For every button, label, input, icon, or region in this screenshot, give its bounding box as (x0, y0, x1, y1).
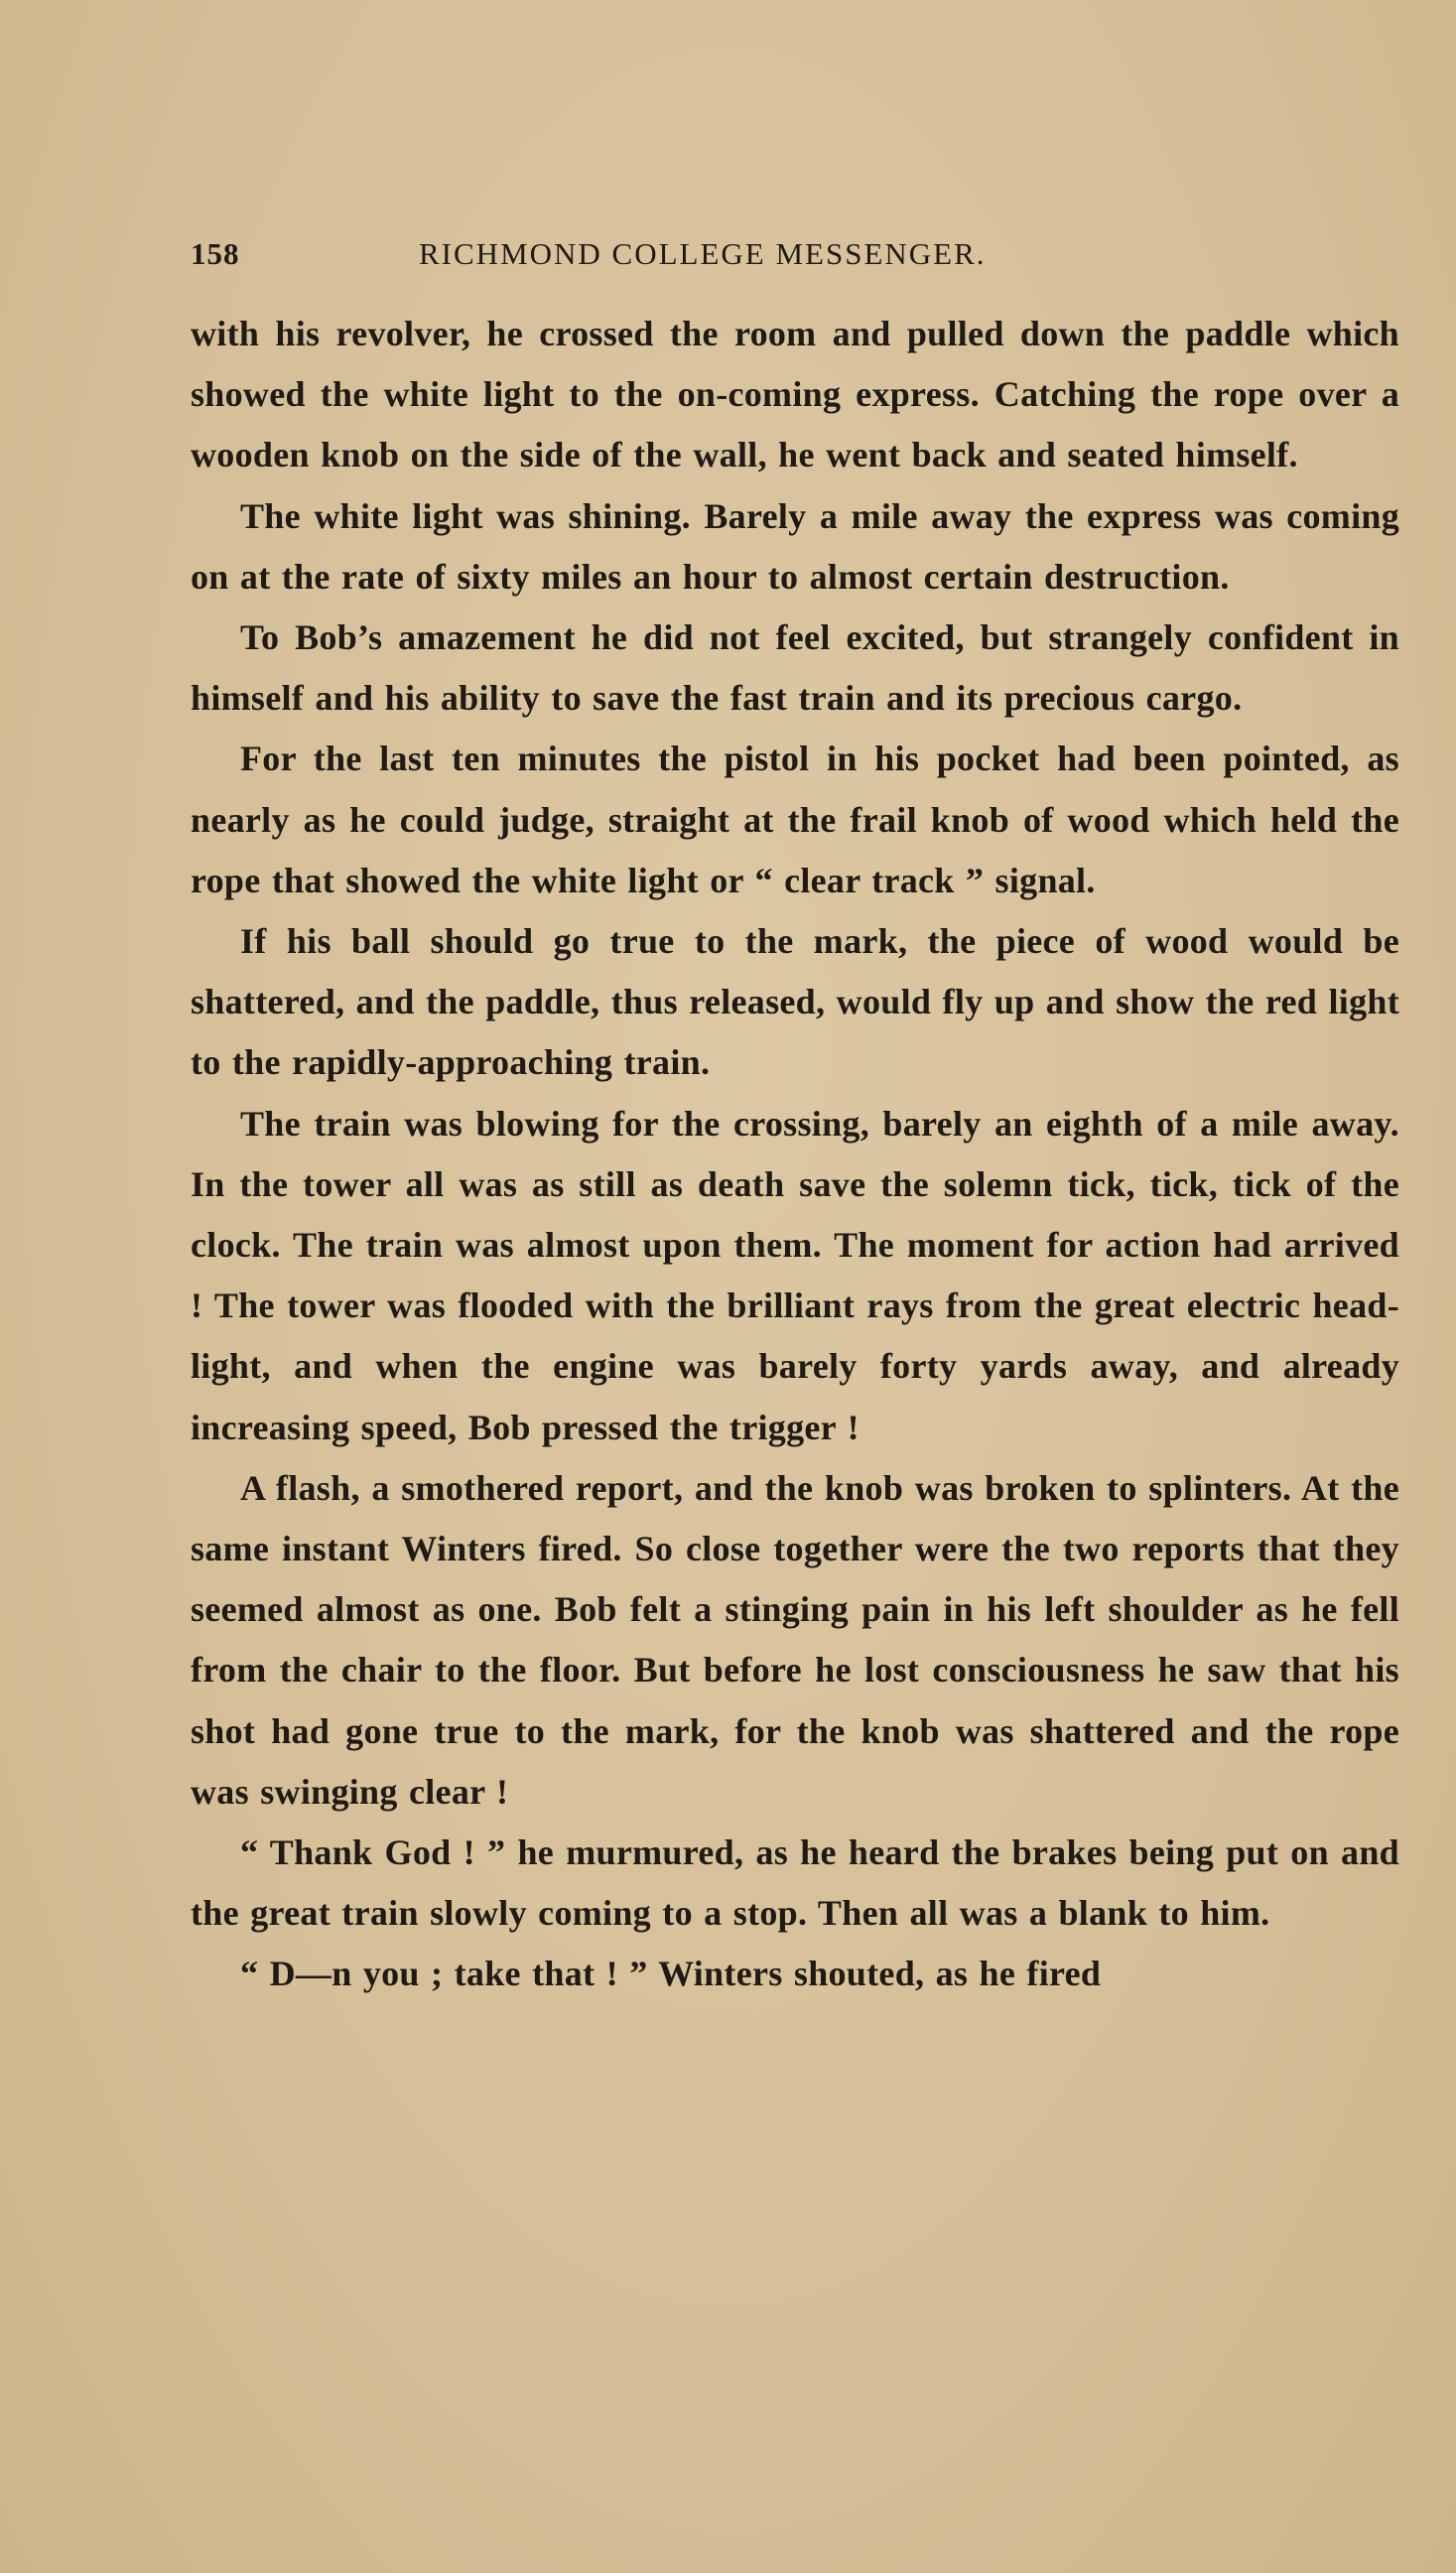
page-number: 158 (191, 236, 240, 271)
paragraph: To Bob’s amazement he did not feel excited, but strangely confident in himself and his ability to save the fast train and its precious cargo. (191, 617, 1399, 719)
paragraph: “ D—n you ; take that ! ” Winters shouted, as he fired (240, 1954, 1102, 1994)
journal-title: RICHMOND COLLEGE MESSENGER. (419, 236, 987, 271)
paragraph: A flash, a smothered report, and the knob was broken to splinters. At the same instant Winters fired. So close together were the two reports that they seemed almost as one. Bob felt a stinging pain in his left shoulder as he fell from the chair to the floor. But before he lost consciousness he saw that his shot had gone true to the mark, for the knob was shattered and the rope was swinging clear ! (191, 1467, 1399, 1812)
paragraph: The train was blowing for the crossing, barely an eighth of a mile away. In the tower all was as still as death save the solemn tick, tick, tick of the clock. The train was almost upon them. The moment for action had arrived ! The tower was flooded with the brilliant rays from the great electric head-light, and when the engine was barely forty yards away, and already increasing speed, Bob pressed the trigger ! (191, 1103, 1399, 1447)
paragraph: The white light was shining. Barely a mile away the express was coming on at the rate of sixty miles an hour to almost certain destruction. (191, 495, 1399, 597)
paragraph: For the last ten minutes the pistol in his pocket had been pointed, as nearly as he could judge, straight at the frail knob of wood which held the rope that showed the white light or “ clear track ” signal. (191, 739, 1399, 900)
paragraph: with his revolver, he crossed the room and pulled down the paddle which showed the white light to the on-coming express. Catching the rope over a wooden knob on the side of the wall, he went back and seated himself. (191, 314, 1399, 475)
paragraph: “ Thank God ! ” he murmured, as he heard the brakes being put on and the great train slowly coming to a stop. Then all was a blank to him. (191, 1832, 1399, 1934)
running-head (191, 236, 1183, 276)
body-text (191, 304, 1399, 2005)
paragraph: If his ball should go true to the mark, the piece of wood would be shattered, and the paddle, thus released, would fly up and show the red light to the rapidly-approaching train. (191, 921, 1399, 1083)
